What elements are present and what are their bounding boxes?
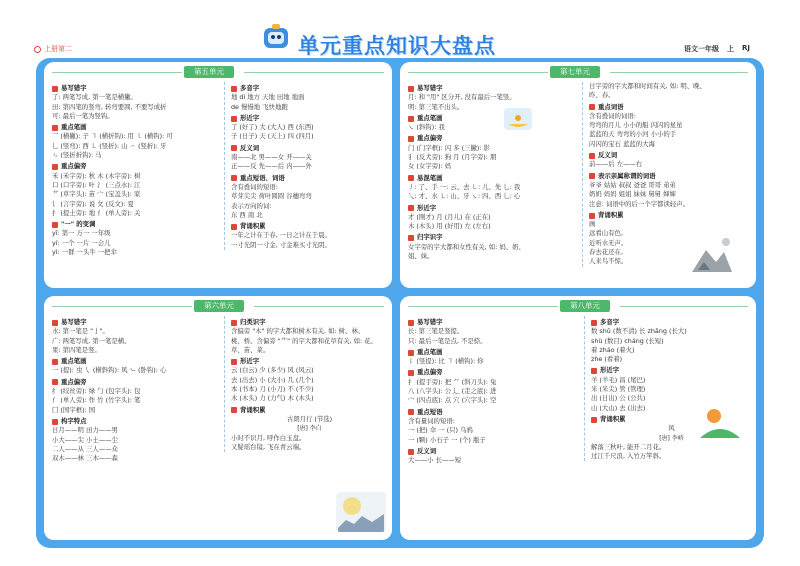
unit-6-panel — [44, 296, 392, 540]
section-heading — [408, 368, 580, 377]
bullet-icon — [408, 116, 414, 122]
content-line: 可: 最后一笔为竖钩。 — [52, 111, 114, 120]
divider — [52, 306, 192, 307]
content-line: 草芽尖尖 荷叶圆圆 谷穗弯弯 — [231, 192, 312, 201]
content-line: 画 — [589, 220, 596, 229]
section-heading — [408, 204, 580, 213]
section-title: 反义词 — [240, 143, 260, 152]
content-line: 前——后 左——右 — [589, 160, 643, 169]
section-heading — [589, 211, 752, 220]
bullet-icon — [231, 86, 237, 92]
content-line: 日月——明 田力——男 — [52, 426, 118, 435]
bullet-icon — [589, 104, 595, 110]
bullet-icon — [408, 320, 414, 326]
content-line: 数 shǔ (数不清) 长 zhǎng (长大) — [591, 327, 687, 336]
section-heading — [231, 318, 388, 327]
section-title: 重点笔画 — [61, 123, 87, 132]
content-line: ㄣ (竖折折钩): 马 — [52, 151, 102, 160]
divider — [610, 72, 748, 73]
mascot-icon — [260, 22, 292, 52]
section-title: 重点偏旁 — [61, 377, 87, 386]
bullet-icon — [52, 379, 58, 385]
brand-text: 上册第二 — [44, 45, 72, 53]
content-line: 地 dì 地方 天地 田地 地面 — [231, 93, 305, 102]
unit-5-tag: 第五单元 — [184, 66, 234, 78]
section-title: 形近字 — [600, 366, 620, 375]
content-line: 乛 (横撇): 子 ㇕ (横折钩): 用 ㇅ (横钩): 可 — [52, 132, 173, 141]
bullet-icon — [589, 153, 595, 159]
content-line: 果: 第四笔是竖。 — [52, 345, 101, 354]
content-line: 田: 第四笔的竖弯, 转弯要圆, 不要写成折 — [52, 102, 167, 111]
unit-8-tag: 第八单元 — [560, 300, 610, 312]
bullet-icon — [52, 164, 58, 170]
unit-7-panel — [400, 62, 756, 288]
content-line: 过江千尺浪, 入竹万竿斜。 — [591, 452, 666, 461]
content-line: 本 (书本) 刀 (小刀) 不 (不少) — [231, 385, 314, 394]
section-heading — [231, 114, 388, 123]
content-line: 含有叠词的词语: — [589, 111, 636, 120]
content-line: 爷爷 姑姑 叔叔 爸爸 哥哥 弟弟 — [589, 180, 676, 189]
content-line: 姐、妹。 — [408, 252, 434, 261]
section-title: 背诵积累 — [598, 210, 624, 219]
content-line: zhe (看着) — [591, 355, 623, 364]
bullet-icon — [591, 320, 597, 326]
content-line: 扌 (提土旁): 地 亻 (单人旁): 关 — [52, 208, 141, 217]
bullet-icon — [408, 86, 414, 92]
bullet-icon — [408, 136, 414, 142]
section-heading — [408, 84, 580, 93]
section-heading — [589, 151, 752, 160]
divider — [408, 306, 558, 307]
content-line: 解落三秋叶, 能开二月花。 — [591, 442, 666, 451]
section-title: 重点笔画 — [417, 347, 443, 356]
section-title: 易写错字 — [61, 84, 87, 92]
section-title: 背诵积累 — [240, 222, 266, 231]
content-line: 女 (女字旁): 妈 — [408, 162, 452, 171]
page-header — [0, 0, 800, 60]
bullet-icon — [231, 407, 237, 413]
section-heading — [408, 318, 580, 327]
content-line: 囗 (国字框): 国 — [52, 405, 96, 414]
content-line: 山 (大山) 去 (出去) — [591, 403, 646, 412]
section-title: 重点偏旁 — [61, 162, 87, 171]
content-line: 闪闪的宝石 蓝蓝的大海 — [589, 139, 655, 148]
content-line: de 慢慢地 飞快地跑 — [231, 102, 288, 111]
section-heading — [589, 172, 752, 181]
section-heading — [408, 408, 580, 417]
section-title: 多音字 — [240, 84, 260, 92]
section-heading — [231, 84, 388, 93]
content-line: 蓝蓝的天 弯弯的小河 小小的手 — [589, 130, 677, 139]
content-line: 乚 (竖弯): 西 ㇄ (竖折): 山 ㇀ (竖折): 牙 — [52, 141, 167, 150]
content-line: 月: 和 "用" 区分开, 没有最后一笔竖。 — [408, 93, 516, 102]
content-line: 日字旁的字大都和时间有关, 如: 明、晚、 — [589, 82, 706, 90]
section-title: 表示亲属称谓的词语 — [598, 171, 656, 180]
unit-6-tag: 第六单元 — [194, 300, 244, 312]
divider — [244, 72, 384, 73]
bullet-icon — [231, 320, 237, 326]
bullet-icon — [408, 205, 414, 211]
section-heading — [408, 174, 580, 183]
section-title: 反义词 — [417, 446, 437, 455]
bullet-icon — [231, 359, 237, 365]
divider — [408, 72, 548, 73]
content-line: 奶奶 妈妈 姐姐 妹妹 舅舅 婶婶 — [589, 190, 676, 199]
section-title: 背诵积累 — [240, 405, 266, 414]
content-line: 只: 最后一笔是点, 不是捺。 — [408, 336, 487, 345]
unit-7-tag: 第七单元 — [550, 66, 600, 78]
unit-7-left-column — [408, 82, 580, 261]
content-line: 正——反 先——后 内——外 — [231, 162, 312, 171]
content-line: 丿: 了、手 一: 云、去 ㇄: 儿、先 乚: 我 — [408, 182, 521, 191]
content-line: 扌 (提手旁): 把 ⺈ (斜刀头): 兔 — [408, 377, 497, 386]
content-line: shù (数目) cháng (长短) — [591, 336, 664, 345]
content-line: 含有量词的短语: — [408, 416, 455, 425]
content-line: 出 (日出) 公 (公共) — [591, 394, 646, 403]
content-line: 水: 第一笔是 "亅"。 — [52, 327, 109, 336]
section-heading — [591, 318, 752, 327]
content-line: 了: 两笔写成, 第一笔是横撇。 — [52, 93, 137, 102]
unit-5-right-column — [224, 82, 388, 250]
content-line: 含偏旁 "木" 的字大都和树木有关, 如: 树、林、 — [231, 327, 365, 336]
term-label: 上 — [727, 45, 734, 53]
content-line: 明: 第三笔不出头。 — [408, 102, 464, 111]
bullet-icon — [231, 145, 237, 151]
section-title: 归字识字 — [417, 233, 443, 242]
content-line: 大——小 长——短 — [408, 456, 462, 465]
bullet-icon — [52, 222, 58, 228]
section-title: "一" 的变调 — [61, 220, 96, 229]
section-heading — [408, 348, 580, 357]
section-heading — [52, 84, 222, 93]
content-line: 艹 (草字头): 苗 宀 (宝盖头): 家 — [52, 190, 141, 199]
content-line: ㇙ (竖提): 比 ㇕ (横钩): 你 — [408, 357, 484, 366]
divider — [620, 306, 748, 307]
content-line: yì: 一群 一头牛 一把伞 — [52, 248, 117, 257]
section-title: 多音字 — [600, 318, 620, 326]
unit-5-left-column — [52, 82, 222, 257]
grade-label: 语文一年级 — [684, 45, 719, 53]
section-title: 重点笔画 — [61, 357, 87, 366]
brand-circle-icon — [34, 46, 41, 53]
unit-8-panel — [400, 296, 756, 540]
edition-label: RJ — [742, 44, 750, 52]
bullet-icon — [52, 419, 58, 425]
section-heading — [408, 447, 580, 456]
content-line: 木 (木头) 用 (好用) 左 (左右) — [408, 222, 491, 231]
content-line: 春去花还在, — [589, 248, 623, 257]
section-title: 重点笔画 — [417, 113, 443, 122]
section-heading — [589, 103, 752, 112]
section-heading — [52, 318, 222, 327]
content-line: 双木——林 三木——森 — [52, 454, 118, 463]
poem-title: 风 — [668, 424, 675, 433]
bullet-icon — [52, 86, 58, 92]
content-line: 子 (日子) 天 (天上) 四 (四月) — [231, 132, 314, 141]
section-title: 易写错字 — [417, 318, 443, 326]
section-title: 易混笔画 — [417, 173, 443, 182]
content-line: 一年之计在于春, 一日之计在于晨。 — [231, 231, 331, 240]
bullet-icon — [408, 350, 414, 356]
content-line: 讠 (言字旁): 说 攵 (反文): 夏 — [52, 199, 134, 208]
content-line: 口 (口字旁): 叶 氵 (三点水): 江 — [52, 180, 141, 189]
grade-meta — [684, 44, 750, 54]
landscape-illustration — [690, 232, 734, 276]
section-heading — [591, 366, 752, 375]
section-title: 反义词 — [598, 151, 618, 160]
content-line: 东 西 南 北 — [231, 210, 263, 219]
section-heading — [231, 144, 388, 153]
content-line: 远看山有色, — [589, 229, 623, 238]
content-line: ㇏ (斜钩): 我 — [408, 123, 445, 132]
section-heading — [231, 406, 388, 415]
section-heading — [408, 134, 580, 143]
content-line: 弯弯的月儿 小小的船 闪闪的星星 — [589, 121, 683, 130]
content-line: 二人——从 三人——众 — [52, 444, 118, 453]
content-line: 羊 (羊毛) 昌 (尾巴) — [591, 375, 646, 384]
content-line: 表示方向的词: — [231, 201, 272, 210]
content-line: 犭 (反犬旁): 狗 月 (月字旁): 朋 — [408, 153, 497, 162]
unit-8-left-column — [408, 316, 580, 465]
moon-boat-illustration — [504, 108, 532, 130]
bullet-icon — [52, 359, 58, 365]
content-line: 纟 (绞丝旁): 绿 勹 (包字头): 包 — [52, 387, 141, 396]
poem-title: 古朗月行 (节选) — [286, 414, 333, 423]
divider — [254, 306, 384, 307]
section-title: 重点词语 — [598, 102, 624, 111]
content-line: 米 (米尖) 管 (管理) — [591, 385, 646, 394]
content-line: 宀 (四点底): 点 穴 (穴字头): 空 — [408, 396, 497, 405]
content-line: 着 zháo (着火) — [591, 345, 635, 354]
bullet-icon — [589, 213, 595, 219]
content-line: 门 (门字框): 闪 多 (三撇): 影 — [408, 143, 490, 152]
content-line: 八 (八字头): 公 辶 (走之底): 进 — [408, 387, 497, 396]
section-title: 归类识字 — [240, 318, 266, 326]
content-line: 木 (木头) 力 (力气) 木 (木头) — [231, 394, 314, 403]
content-line: 云 (白云) 少 (多少) 风 (风云) — [231, 366, 314, 375]
content-line: 小时不识月, 呼作白玉盘。 — [231, 433, 306, 442]
bullet-icon — [589, 173, 595, 179]
content-line: 南——北 男——女 开——关 — [231, 153, 312, 162]
content-line: 一 (颗) 小石子 一 (个) 瓶子 — [408, 435, 486, 444]
bullet-icon — [408, 175, 414, 181]
content-line: 注意: 词语中的后一个字都读轻声。 — [589, 199, 690, 208]
section-title: 重点偏旁 — [417, 134, 443, 143]
content-line: yí: 一个 一片 一会儿 — [52, 238, 111, 247]
moon-illustration — [336, 492, 386, 532]
content-line: 广: 两笔写成, 第一笔是横。 — [52, 336, 131, 345]
section-title: 易写错字 — [61, 318, 87, 326]
bullet-icon — [408, 370, 414, 376]
section-heading — [408, 233, 580, 242]
unit-6-right-column — [224, 316, 388, 452]
content-line: 又疑瑶台镜, 飞在青云端。 — [231, 442, 306, 451]
content-line: 才 (刚才) 月 (月儿) 在 (正在) — [408, 212, 491, 221]
bullet-icon — [52, 125, 58, 131]
content-line: 亻 (单人旁): 作 竹 (竹字头): 笔 — [52, 396, 141, 405]
section-heading — [52, 378, 222, 387]
bullet-icon — [591, 417, 597, 423]
section-title: 易写错字 — [417, 84, 443, 92]
bullet-icon — [231, 175, 237, 181]
content-line: 乀: 才、水 ㇄: 山、牙 ㇏: 四、西 乚: 心 — [408, 192, 521, 201]
divider — [52, 72, 182, 73]
content-line: 小大——尖 小土——尘 — [52, 435, 118, 444]
content-line: 近听水无声。 — [589, 238, 628, 247]
sun-hill-illustration — [700, 404, 740, 440]
bullet-icon — [408, 409, 414, 415]
unit-6-left-column — [52, 316, 222, 463]
content-line: 了 (好了) 大 (大人) 西 (东西) — [231, 123, 314, 132]
section-title: 构字特点 — [61, 416, 87, 425]
section-title: 形近字 — [417, 203, 437, 212]
section-title: 重点偏旁 — [417, 368, 443, 377]
poem-author: [唐] 李白 — [297, 425, 322, 433]
bullet-icon — [408, 449, 414, 455]
section-title: 背诵积累 — [600, 414, 626, 423]
content-line: 一 (提): 虫 ㇂ (横斜钩): 风 ㇃ (卧钩): 心 — [52, 366, 167, 375]
page-title: 单元重点知识大盘点 — [298, 34, 496, 58]
section-title: 重点短语、词语 — [240, 173, 285, 182]
content-line: 昨、春。 — [589, 91, 615, 100]
brand-label — [34, 44, 72, 54]
unit-5-panel — [44, 62, 392, 288]
content-line: 禾 (禾字旁): 秋 木 (木字旁): 树 — [52, 171, 141, 180]
content-line: 含有叠词的短语: — [231, 182, 278, 191]
section-heading — [408, 114, 580, 123]
content-line: yī: 第一 万一 一年级 — [52, 229, 111, 238]
content-line: 去 (出去) 小 (大小) 几 (几个) — [231, 375, 314, 384]
section-title: 形近字 — [240, 357, 260, 366]
content-line: 桃、桥。含偏旁 "艹" 的字大都和花草有关, 如: 花、 — [231, 336, 378, 345]
content-line: 长: 第三笔是竖提。 — [408, 327, 464, 336]
content-line: 一寸光阴一寸金, 寸金难买寸光阴。 — [231, 240, 331, 249]
section-title: 形近字 — [240, 113, 260, 122]
section-heading — [52, 162, 222, 171]
bullet-icon — [591, 368, 597, 374]
content-line: 人来鸟不惊。 — [589, 257, 628, 266]
content-line: 一 (把) 伞 一 (只) 乌鸦 — [408, 426, 473, 435]
bullet-icon — [231, 224, 237, 230]
bullet-icon — [408, 235, 414, 241]
section-heading — [231, 174, 388, 183]
poem-author: [唐] 李峤 — [659, 434, 684, 442]
content-line: 女字旁的字大都和女性有关, 如: 妈、奶、 — [408, 242, 525, 251]
section-heading — [52, 417, 222, 426]
bullet-icon — [52, 320, 58, 326]
content-line: 草、苗、菜。 — [231, 345, 270, 354]
bullet-icon — [231, 116, 237, 122]
section-title: 重点短语 — [417, 407, 443, 416]
